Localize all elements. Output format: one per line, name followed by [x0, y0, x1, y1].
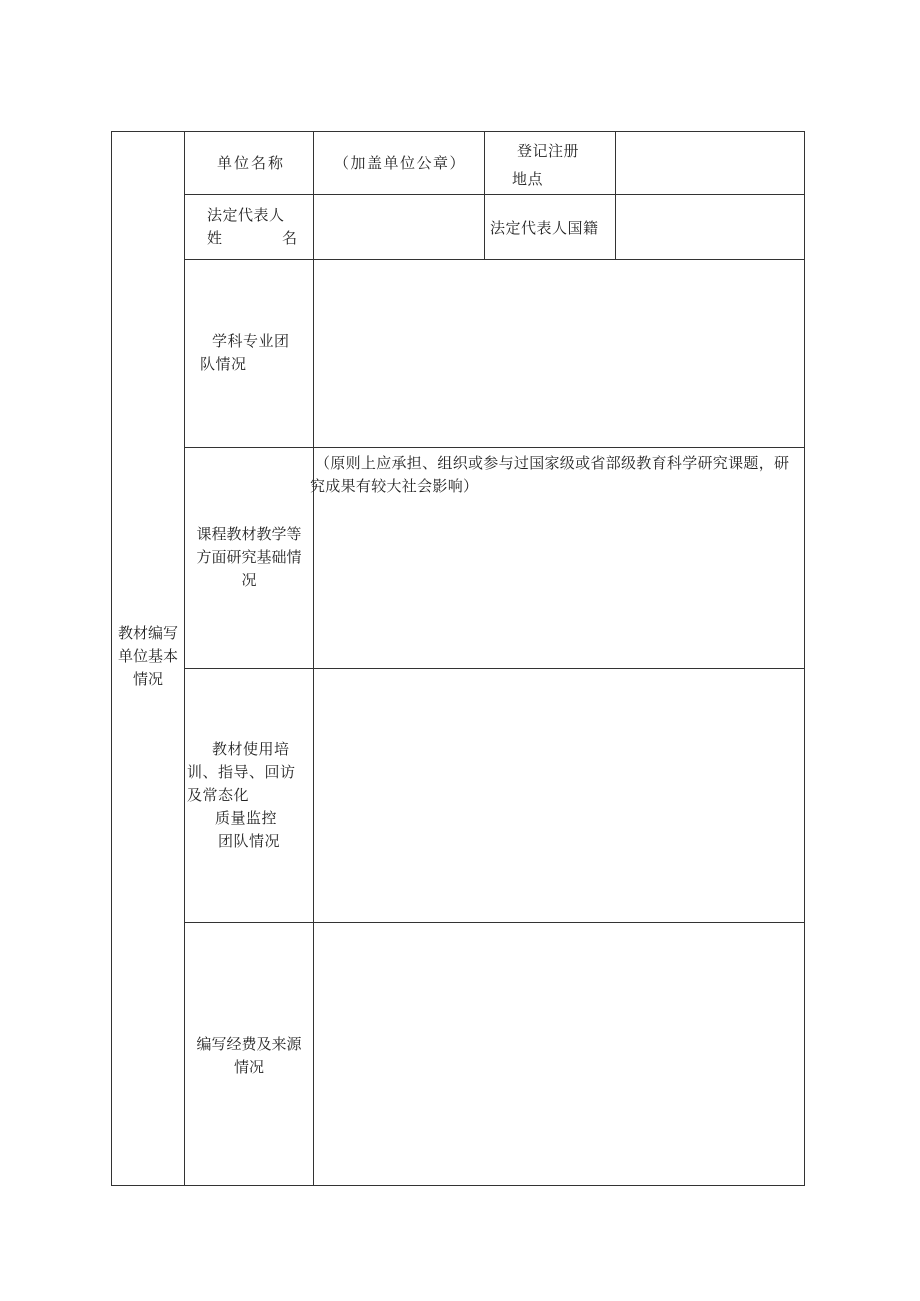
unit-name-label: 单位名称 [217, 154, 286, 172]
research-label [185, 523, 313, 592]
training-label [187, 738, 296, 853]
legal-rep-name-label [207, 204, 302, 250]
team-label-line-1: 学科专业团 [212, 332, 290, 350]
legal-rep-name-label-char-1: 姓 [207, 229, 223, 247]
funding-label-line-1: 编写经费及来源 [196, 1035, 302, 1053]
funding-field[interactable] [314, 923, 804, 1185]
divider-row1-mid [484, 132, 485, 260]
training-label-line-2: 训、指导、回访 [187, 763, 296, 781]
team-label [200, 330, 290, 376]
legal-rep-name-field[interactable] [314, 195, 484, 259]
training-label-line-5: 团队情况 [218, 832, 281, 850]
legal-rep-nationality-label: 法定代表人国籍 [490, 219, 599, 237]
funding-label-line-2: 情况 [233, 1058, 264, 1076]
reg-location-field[interactable] [616, 133, 804, 194]
section-title-line-2: 单位基本 [117, 647, 178, 665]
legal-rep-name-label-line-1: 法定代表人 [207, 206, 285, 224]
legal-rep-nationality-field[interactable] [616, 195, 804, 259]
training-label-line-3: 及常态化 [187, 786, 250, 804]
legal-rep-name-label-line-2 [207, 227, 302, 250]
training-label-line-1: 教材使用培 [212, 740, 290, 758]
reg-location-label [512, 140, 579, 191]
research-label-line-2: 方面研究基础情 [196, 548, 302, 566]
training-label-line-4: 质量监控 [215, 809, 278, 827]
divider-row3-bottom [184, 447, 804, 448]
research-label-line-1: 课程教材教学等 [196, 525, 302, 543]
section-title [112, 622, 184, 691]
section-title-line-1: 教材编写 [117, 624, 178, 642]
research-field-hint[interactable]: （原则上应承担、组织或参与过国家级或省部级教育科学研究课题，研究成果有较大社会影响） [310, 454, 790, 495]
research-label-line-3: 况 [241, 571, 257, 589]
funding-label [185, 1033, 313, 1079]
reg-location-label-line-2: 地点 [512, 170, 544, 188]
divider-section-column [184, 132, 185, 1185]
legal-rep-name-label-char-2: 名 [282, 229, 298, 247]
training-field[interactable] [314, 669, 804, 922]
team-label-line-2: 队情况 [200, 355, 247, 373]
team-field[interactable] [314, 260, 804, 447]
section-title-line-3: 情况 [132, 670, 163, 688]
application-form-table [111, 131, 805, 1186]
unit-name-field-hint[interactable]: （加盖单位公章） [334, 154, 467, 172]
reg-location-label-line-1: 登记注册 [517, 142, 580, 160]
